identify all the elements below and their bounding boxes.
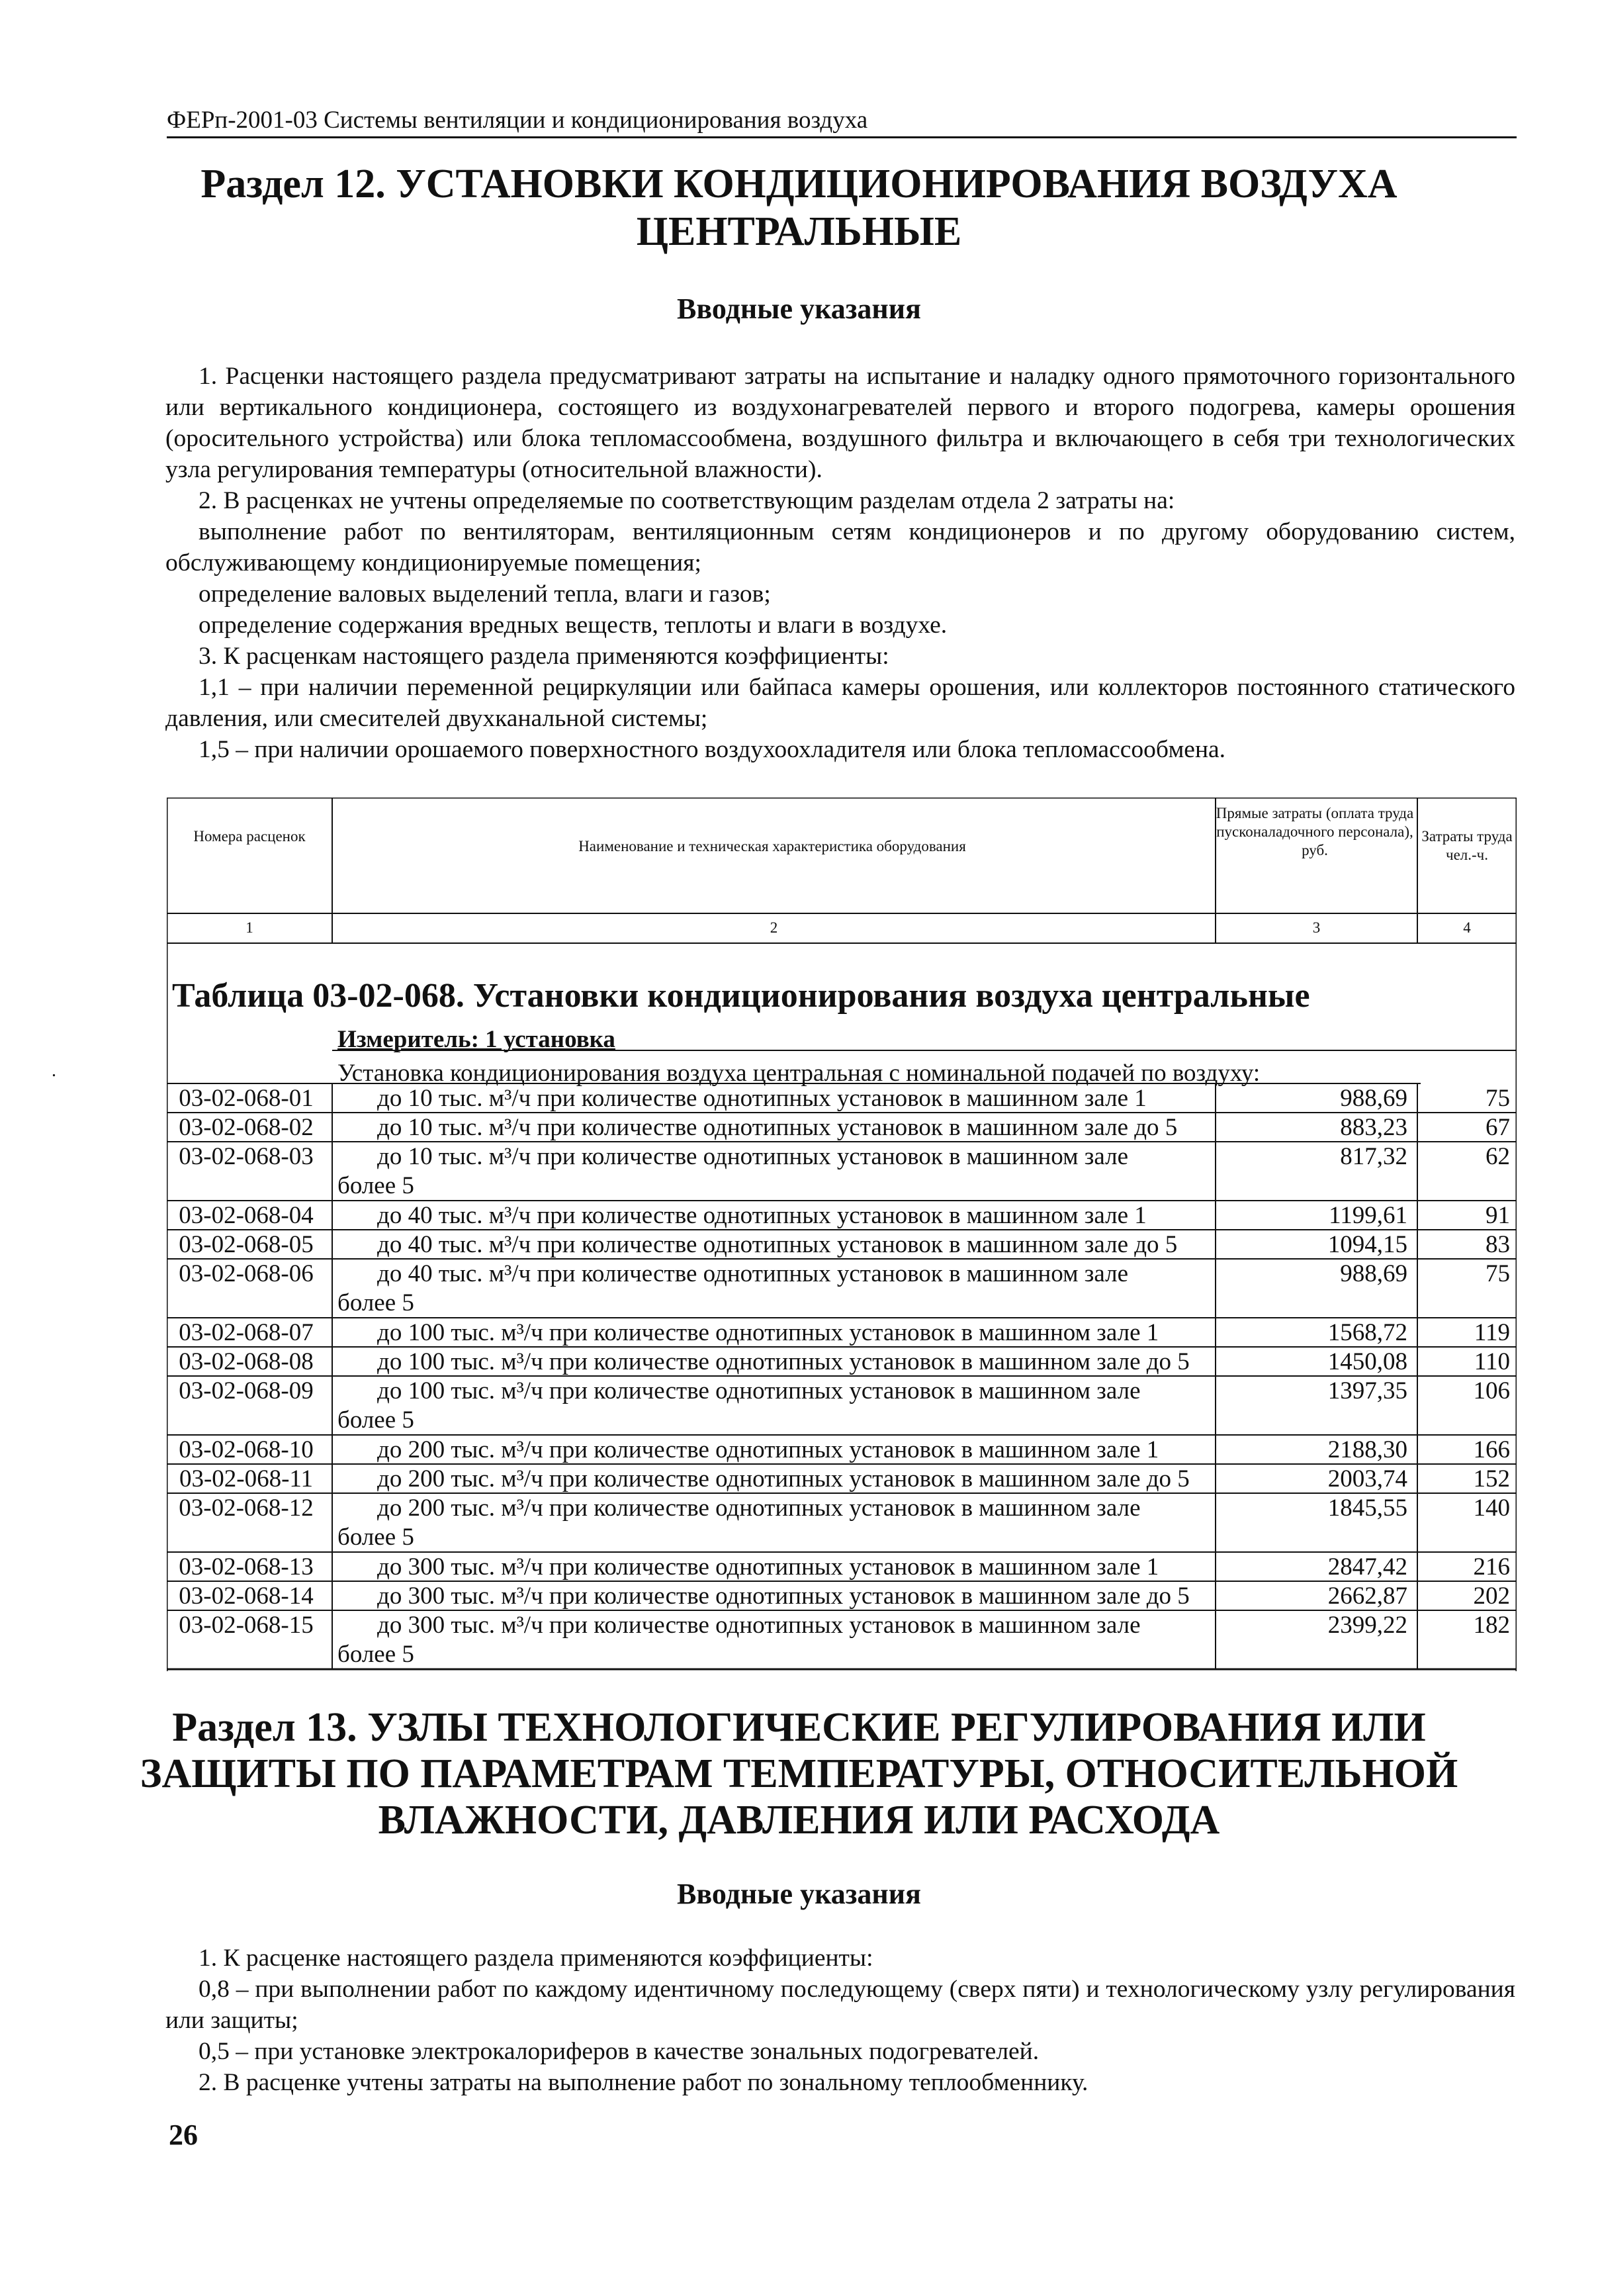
- labor-value: 202: [1473, 1583, 1510, 1610]
- equipment-description: до 200 тыс. м³/ч при количестве однотипных установок в машинном зале: [377, 1494, 1141, 1522]
- equipment-description: до 40 тыс. м³/ч при количестве однотипных установок в машинном зале 1: [377, 1202, 1147, 1229]
- header-direct-costs: Прямые затраты (оплата труда пусконаладочного персонала), руб.: [1216, 805, 1414, 858]
- direct-cost-value: 1450,08: [1327, 1348, 1407, 1375]
- paragraph: 2. В расценках не учтены определяемые по соответствующим разделам отдела 2 затраты на:: [199, 487, 1175, 514]
- rate-code: 03-02-068-12: [179, 1494, 314, 1522]
- paragraph: 1,5 – при наличии орошаемого поверхностного воздухоохладителя или блока тепломассообмена.: [199, 736, 1226, 763]
- section-12-intro-text: [165, 361, 1515, 765]
- header-labor: Затраты труда чел.-ч.: [1421, 828, 1513, 863]
- paragraph: 3. К расценкам настоящего раздела применяются коэффициенты:: [199, 643, 889, 670]
- paragraph: 0,8 – при выполнении работ по каждому идентичному последующему (сверх пяти) и технологическому узлу регулирования или защиты;: [165, 1976, 1515, 2034]
- direct-cost-value: 1397,35: [1327, 1377, 1407, 1404]
- section-13-intro-heading: Вводные указания: [677, 1878, 921, 1910]
- equipment-description: до 200 тыс. м³/ч при количестве однотипных установок в машинном зале 1: [377, 1436, 1159, 1463]
- equipment-description: до 100 тыс. м³/ч при количестве однотипных установок в машинном зале 1: [377, 1319, 1159, 1346]
- rate-code: 03-02-068-14: [179, 1583, 314, 1610]
- paragraph: 0,5 – при установке электрокалориферов в качестве зональных подогревателей.: [199, 2038, 1040, 2065]
- equipment-description-cont: более 5: [337, 1289, 414, 1316]
- equipment-description: до 10 тыс. м³/ч при количестве однотипных установок в машинном зале 1: [377, 1085, 1147, 1112]
- labor-value: 75: [1486, 1260, 1510, 1287]
- direct-cost-value: 883,23: [1340, 1114, 1407, 1141]
- header-description: Наименование и техническая характеристика оборудования: [578, 838, 966, 854]
- labor-value: 119: [1474, 1319, 1510, 1346]
- direct-cost-value: 1845,55: [1327, 1494, 1407, 1522]
- direct-cost-value: 1199,61: [1329, 1202, 1407, 1229]
- section-12-title-line2: ЦЕНТРАЛЬНЫЕ: [636, 209, 962, 254]
- direct-cost-value: 1568,72: [1327, 1319, 1407, 1346]
- column-number-1: 1: [245, 919, 253, 936]
- rate-code: 03-02-068-04: [179, 1202, 314, 1229]
- labor-value: 216: [1473, 1553, 1510, 1581]
- direct-cost-value: 2847,42: [1327, 1553, 1407, 1581]
- labor-value: 182: [1473, 1612, 1510, 1639]
- equipment-description: до 300 тыс. м³/ч при количестве однотипных установок в машинном зале 1: [377, 1553, 1159, 1581]
- labor-value: 140: [1473, 1494, 1510, 1522]
- equipment-description: до 10 тыс. м³/ч при количестве однотипных установок в машинном зале до 5: [377, 1114, 1178, 1141]
- paragraph: определение содержания вредных веществ, теплоты и влаги в воздухе.: [199, 612, 948, 639]
- paragraph: 2. В расценке учтены затраты на выполнение работ по зональному теплообменнику.: [199, 2069, 1088, 2096]
- column-number-3: 3: [1312, 919, 1321, 936]
- labor-value: 62: [1486, 1143, 1510, 1170]
- header-codes: Номера расценок: [193, 828, 306, 845]
- paragraph: выполнение работ по вентиляторам, вентиляционным сетям кондиционеров и по другому оборудованию систем, обслуживающему кондиционируемые помещения;: [165, 518, 1515, 576]
- equipment-description-cont: более 5: [337, 1406, 414, 1434]
- equipment-description-cont: более 5: [337, 1524, 414, 1551]
- column-number-2: 2: [770, 919, 778, 936]
- rate-code: 03-02-068-07: [179, 1319, 314, 1346]
- rate-code: 03-02-068-15: [179, 1612, 314, 1639]
- direct-cost-value: 2662,87: [1327, 1583, 1407, 1610]
- direct-cost-value: 2399,22: [1327, 1612, 1407, 1639]
- direct-cost-value: 1094,15: [1327, 1231, 1407, 1258]
- column-number-4: 4: [1463, 919, 1471, 936]
- equipment-description-cont: более 5: [337, 1641, 414, 1668]
- labor-value: 91: [1486, 1202, 1510, 1229]
- page-number: 26: [169, 2119, 198, 2151]
- rate-code: 03-02-068-09: [179, 1377, 314, 1404]
- equipment-description: до 200 тыс. м³/ч при количестве однотипных установок в машинном зале до 5: [377, 1465, 1190, 1492]
- direct-cost-value: 2003,74: [1327, 1465, 1407, 1492]
- equipment-description: до 40 тыс. м³/ч при количестве однотипных установок в машинном зале до 5: [377, 1231, 1178, 1258]
- section-13-intro-text: [165, 1943, 1515, 2098]
- labor-value: 75: [1486, 1085, 1510, 1112]
- section-12-title-line1: Раздел 12. УСТАНОВКИ КОНДИЦИОНИРОВАНИЯ ВОЗДУХА: [200, 161, 1398, 207]
- equipment-description: до 300 тыс. м³/ч при количестве однотипных установок в машинном зале до 5: [377, 1583, 1190, 1610]
- labor-value: 166: [1473, 1436, 1510, 1463]
- section-13-title-line3: ВЛАЖНОСТИ, ДАВЛЕНИЯ ИЛИ РАСХОДА: [378, 1798, 1220, 1843]
- paragraph: 1. Расценки настоящего раздела предусматривают затраты на испытание и наладку одного прямоточного горизонтального или вертикального кондиционера, состоящего из воздухонагревателей первого и второго подогрева, камеры орошения (оросительного устройства) или блока тепломассообмена, воздушного фильтра и включающего в себя три технологических узла регулирования температуры (относительной влажности).: [165, 363, 1515, 483]
- scan-mark: .: [52, 1060, 56, 1081]
- rate-code: 03-02-068-10: [179, 1436, 314, 1463]
- direct-cost-value: 817,32: [1340, 1143, 1407, 1170]
- price-table: [167, 798, 1517, 1671]
- rate-code: 03-02-068-13: [179, 1553, 314, 1581]
- section-13-title-line1: Раздел 13. УЗЛЫ ТЕХНОЛОГИЧЕСКИЕ РЕГУЛИРОВАНИЯ ИЛИ: [172, 1705, 1426, 1750]
- direct-cost-value: 988,69: [1340, 1260, 1407, 1287]
- section-12-intro-heading: Вводные указания: [677, 293, 921, 325]
- labor-value: 83: [1486, 1231, 1510, 1258]
- equipment-description: до 10 тыс. м³/ч при количестве однотипных установок в машинном зале: [377, 1143, 1128, 1170]
- equipment-description: до 100 тыс. м³/ч при количестве однотипных установок в машинном зале: [377, 1377, 1141, 1404]
- labor-value: 106: [1473, 1377, 1510, 1404]
- rate-code: 03-02-068-05: [179, 1231, 314, 1258]
- rate-code: 03-02-068-11: [179, 1465, 314, 1492]
- equipment-description: до 100 тыс. м³/ч при количестве однотипных установок в машинном зале до 5: [377, 1348, 1190, 1375]
- running-header: ФЕРп-2001-03 Системы вентиляции и кондиционирования воздуха: [167, 106, 1517, 138]
- table-meter: Измеритель: 1 установка: [337, 1026, 615, 1053]
- labor-value: 67: [1486, 1114, 1510, 1141]
- rate-code: 03-02-068-03: [179, 1143, 314, 1170]
- labor-value: 152: [1473, 1465, 1510, 1492]
- labor-value: 110: [1474, 1348, 1510, 1375]
- equipment-description-cont: более 5: [337, 1172, 414, 1199]
- rate-code: 03-02-068-06: [179, 1260, 314, 1287]
- table-title: Таблица 03-02-068. Установки кондиционирования воздуха центральные: [172, 977, 1310, 1015]
- paragraph: определение валовых выделений тепла, влаги и газов;: [199, 580, 771, 608]
- direct-cost-value: 2188,30: [1327, 1436, 1407, 1463]
- section-13-title-line2: ЗАЩИТЫ ПО ПАРАМЕТРАМ ТЕМПЕРАТУРЫ, ОТНОСИТЕЛЬНОЙ: [140, 1751, 1458, 1796]
- direct-cost-value: 988,69: [1340, 1085, 1407, 1112]
- table-group-description: Установка кондиционирования воздуха центральная с номинальной подачей по воздуху:: [337, 1060, 1261, 1087]
- rate-code: 03-02-068-02: [179, 1114, 314, 1141]
- rate-code: 03-02-068-01: [179, 1085, 314, 1112]
- equipment-description: до 40 тыс. м³/ч при количестве однотипных установок в машинном зале: [377, 1260, 1128, 1287]
- paragraph: 1,1 – при наличии переменной рециркуляции или байпаса камеры орошения, или коллекторов постоянного статического давления, или смесителей двухканальной системы;: [165, 674, 1515, 732]
- paragraph: 1. К расценке настоящего раздела применяются коэффициенты:: [199, 1945, 873, 1972]
- equipment-description: до 300 тыс. м³/ч при количестве однотипных установок в машинном зале: [377, 1612, 1141, 1639]
- rate-code: 03-02-068-08: [179, 1348, 314, 1375]
